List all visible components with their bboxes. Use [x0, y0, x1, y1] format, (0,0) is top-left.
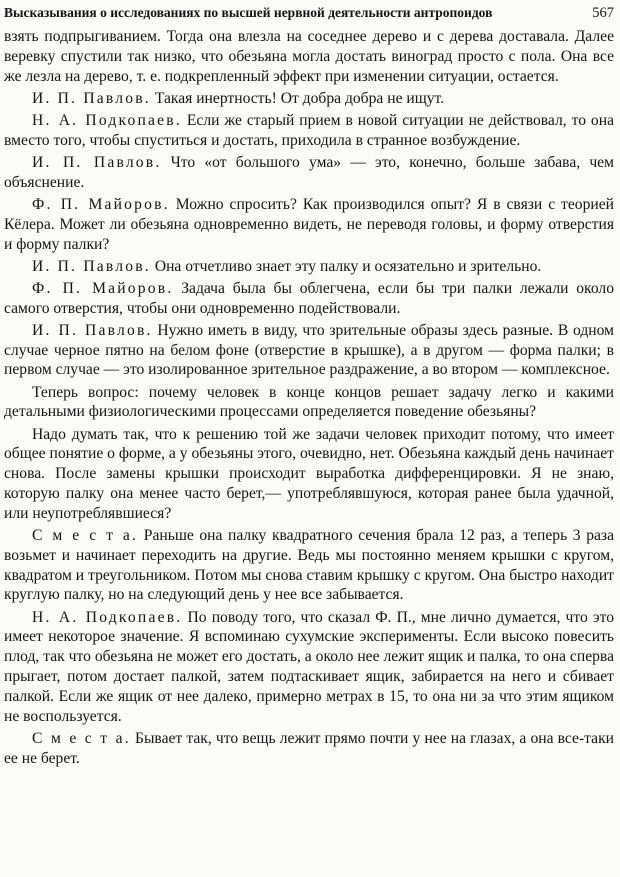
speaker-name: С м е с т а.: [32, 729, 131, 747]
speaker-name: Ф. П. Майоров.: [32, 279, 174, 297]
speaker-name: Ф. П. Майоров.: [32, 195, 170, 213]
speaker-name: С м е с т а.: [32, 527, 139, 545]
paragraph: И. П. Павлов. Что «от большого ума» — это, конечно, больше забава, чем объяснение.: [4, 153, 614, 191]
page-body: [4, 27, 614, 771]
speaker-name: И. П. Павлов.: [32, 321, 153, 339]
paragraph: Ф. П. Майоров. Можно спросить? Как производился опыт? Я в связи с теорией Кёлера. Может ли обезьяна одновременно видеть, не переводя головы, и форму отверстия и форму палки?: [4, 195, 614, 253]
speaker-name: И. П. Павлов.: [32, 89, 151, 107]
paragraph: Надо думать так, что к решению той же задачи человек приходит потому, что имеет общее понятие о форме, а у обезьяны этого, очевидно, нет. Обезьяна каждый день начинает снова. После замены крышки происходит выработка дифференцировки. Я не знаю, которую палку она менее часто берет,— употреблявшуюся, которая ранее была удачной, или неупотреблявшиеся?: [4, 425, 614, 522]
speaker-name: Н. А. Подкопаев.: [32, 111, 182, 129]
paragraph: Н. А. Подкопаев. Если же старый прием в новой ситуации не действовал, то она вместо того, чтобы спуститься и достать, приходила в странное возбуждение.: [4, 111, 614, 149]
paragraph: взять подпрыгиванием. Тогда она влезла на соседнее дерево и с дерева доставала. Далее веревку спустили так низко, что обезьяна могла достать виноград просто с пола. Она все же лезла на дерево, т. е. подкрепленный эффект при изменении ситуации, остается.: [4, 28, 614, 85]
paragraph: И. П. Павлов. Она отчетливо знает эту палку и осязательно и зрительно.: [32, 257, 542, 275]
paragraph: И. П. Павлов. Нужно иметь в виду, что зрительные образы здесь разные. В одном случае черное пятно на белом фоне (отверстие в крышке), а в другом — форма палки; в первом случае — это изолированное зрительное раздражение, а во втором — комплексное.: [4, 321, 615, 379]
speaker-name: Н. А. Подкопаев.: [32, 608, 183, 626]
speaker-name: И. П. Павлов.: [32, 153, 162, 171]
paragraph: Теперь вопрос: почему человек в конце концов решает задачу легко и какими детальными физиологическими процессами определяется поведение обезьяны?: [4, 383, 614, 421]
paragraph: И. П. Павлов. Такая инертность! От добра добра не ищут.: [32, 89, 445, 107]
paragraph: Ф. П. Майоров. Задача была бы облегчена, если бы три палки лежали около самого отверстия, чтобы они одновременно подействовали.: [4, 279, 614, 317]
running-title: Высказывания о исследованиях по высшей нервной деятельности антропоидов: [4, 5, 493, 20]
speaker-name: И. П. Павлов.: [32, 257, 151, 275]
paragraph: С м е с т а. Раньше она палку квадратного сечения брала 12 раз, а теперь 3 раза возьмет и начинает переходить на другие. Ведь мы постоянно меняем крышки с кругом, квадратом и треугольником. Потом мы снова ставим крышку с кругом. Она быстро находит круглую палку, но на следующий день у нее все забывается.: [4, 527, 614, 604]
running-header: [4, 4, 616, 22]
paragraph: Н. А. Подкопаев. По поводу того, что сказал Ф. П., мне лично думается, что это имеет некоторое значение. Я вспоминаю сухумские эксперименты. Если высоко повесить плод, так что обезьяна не может его достать, а около нее лежит ящик и палка, то она сперва прыгает, потом достает палкой, затем подтаскивает ящик, забирается на него и сбивает палкой. Если же ящик от нее далеко, примерно метрах в 15, то она ни за что этим ящиком не воспользуется.: [4, 608, 615, 725]
page-number: 567: [592, 5, 614, 21]
paragraph: С м е с т а. Бывает так, что вещь лежит прямо почти у нее на глазах, а она все-таки ее не берет.: [4, 729, 615, 767]
